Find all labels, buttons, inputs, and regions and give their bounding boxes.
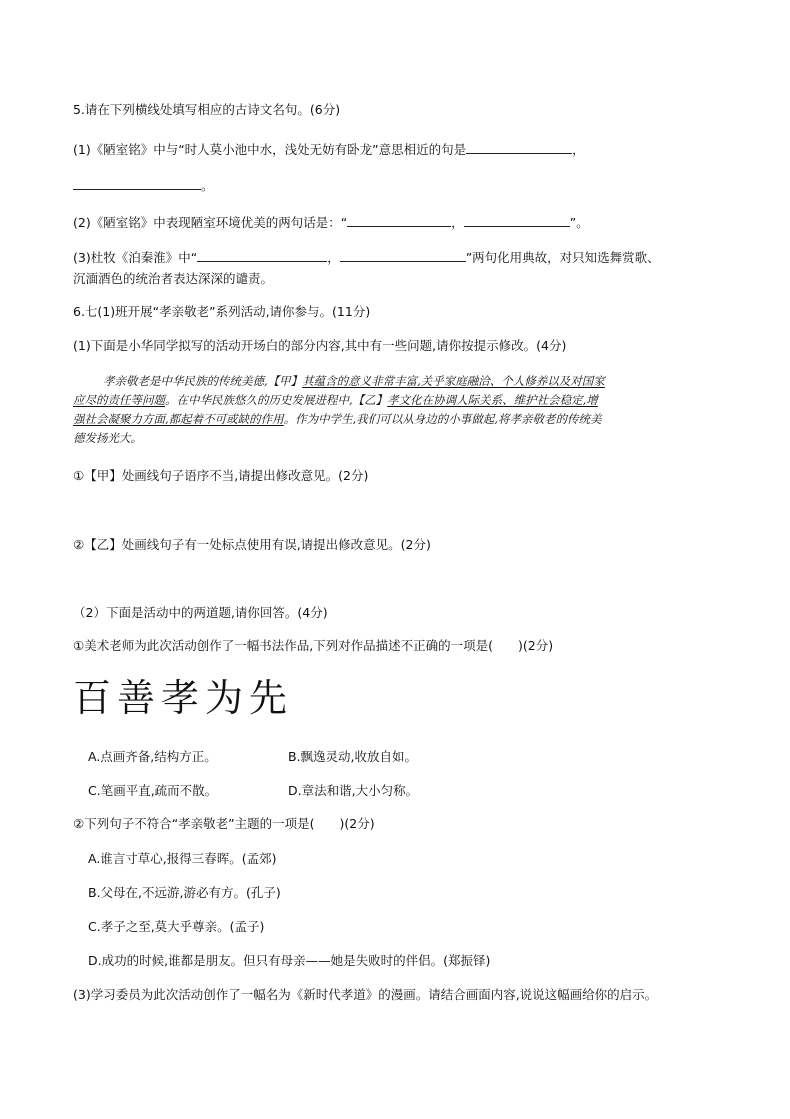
q5-part3-line1	[73, 248, 660, 267]
q5-part1-blank2[interactable]	[73, 176, 201, 190]
option-d-2[interactable]: D.成功的时候,谁都是朋友。但只有母亲——她是失败时的伴侣。(郑振铎)	[88, 953, 491, 968]
q5-part1-line2	[73, 176, 214, 195]
q5-part1-period: 。	[201, 178, 214, 193]
calligraphy-artwork: 百善孝为先	[73, 676, 294, 720]
q6-sub-question-2: ②【乙】处画线句子有一处标点使用有误,请提出修改意见。(2分)	[73, 537, 431, 552]
q5-part3-comma: ，	[327, 250, 340, 265]
q6-part2-instruction: （2）下面是活动中的两道题,请你回答。(4分)	[73, 605, 328, 620]
passage-line3	[73, 410, 601, 428]
option-a-1[interactable]: A.点画齐备,结构方正。	[88, 749, 217, 764]
passage-underline-yi-1: 孝文化在协调人际关系、维护社会稳定,增	[387, 393, 598, 407]
q5-part2-blank2[interactable]	[464, 213, 570, 227]
passage-line2	[73, 391, 598, 409]
passage-underline-jia-2: 应尽的责任等问题	[73, 393, 165, 407]
passage-line4: 德发扬光大。	[73, 431, 142, 445]
option-a-2[interactable]: A.谁言寸草心,报得三春晖。(孟郊)	[88, 851, 277, 866]
option-d-1[interactable]: D.章法和谐,大小匀称。	[288, 783, 419, 798]
passage-l3-text: 。作为中学生,我们可以从身边的小事做起,将孝亲敬老的传统美	[283, 412, 602, 426]
q6-part1-instruction: (1)下面是小华同学拟写的活动开场白的部分内容,其中有一些问题,请你按提示修改。(4分)	[73, 338, 567, 353]
q5-part1-line1	[73, 140, 585, 159]
q6-sub-question-3: ①美术老师为此次活动创作了一幅书法作品,下列对作品描述不正确的一项是( )(2分)	[73, 638, 554, 653]
q5-part3-text2: ”两句化用典故，对只知选舞赏歌、	[465, 250, 660, 265]
q5-part2-end: ”。	[569, 215, 589, 230]
q6-sub-question-1: ①【甲】处画线句子语序不当,请提出修改意见。(2分)	[73, 468, 369, 483]
q5-part2-line	[73, 213, 589, 232]
q5-part1-comma: ，	[572, 142, 585, 157]
passage-underline-jia-1: 其蕴含的意义非常丰富,关乎家庭融洽、个人修养以及对国家	[302, 374, 605, 388]
q5-part2-text: (2)《陋室铭》中表现陋室环境优美的两句话是：“	[73, 215, 348, 230]
q5-part3-blank2[interactable]	[340, 248, 466, 262]
passage-l1-text: 孝亲敬老是中华民族的传统美德,【甲】	[103, 374, 303, 388]
q6-title: 6.七(1)班开展“孝亲敬老”系列活动,请你参与。(11分)	[73, 304, 371, 319]
q5-part1-blank1[interactable]	[466, 140, 572, 154]
option-c-2[interactable]: C.孝子之至,莫大乎尊亲。(孟子)	[88, 919, 265, 934]
passage-l2-text: 。在中华民族悠久的历史发展进程中,【乙】	[165, 393, 388, 407]
passage-line1	[103, 372, 605, 390]
q5-part2-blank1[interactable]	[347, 213, 451, 227]
passage-underline-yi-2: 强社会凝聚力方面,都起着不可或缺的作用	[73, 412, 284, 426]
q5-part3-line2: 沉湎酒色的统治者表达深深的谴责。	[73, 271, 274, 286]
option-b-2[interactable]: B.父母在,不远游,游必有方。(孔子)	[88, 885, 281, 900]
q5-part2-comma: ，	[451, 215, 464, 230]
q5-part1-text: (1)《陋室铭》中与“时人莫小池中水，浅处无妨有卧龙”意思相近的句是	[73, 142, 467, 157]
q5-part3-text: (3)杜牧《泊秦淮》中“	[73, 250, 198, 265]
q6-part3-instruction: (3)学习委员为此次活动创作了一幅名为《新时代孝道》的漫画。请结合画面内容,说说这幅画给你的启示。	[73, 987, 658, 1002]
option-b-1[interactable]: B.飘逸灵动,收放自如。	[288, 749, 418, 764]
q5-title: 5.请在下列横线处填写相应的古诗文名句。(6分)	[73, 102, 341, 117]
option-c-1[interactable]: C.笔画平直,疏而不散。	[88, 783, 218, 798]
q6-sub-question-4: ②下列句子不符合“孝亲敬老”主题的一项是( )(2分)	[73, 816, 375, 831]
q5-part3-blank1[interactable]	[197, 248, 327, 262]
